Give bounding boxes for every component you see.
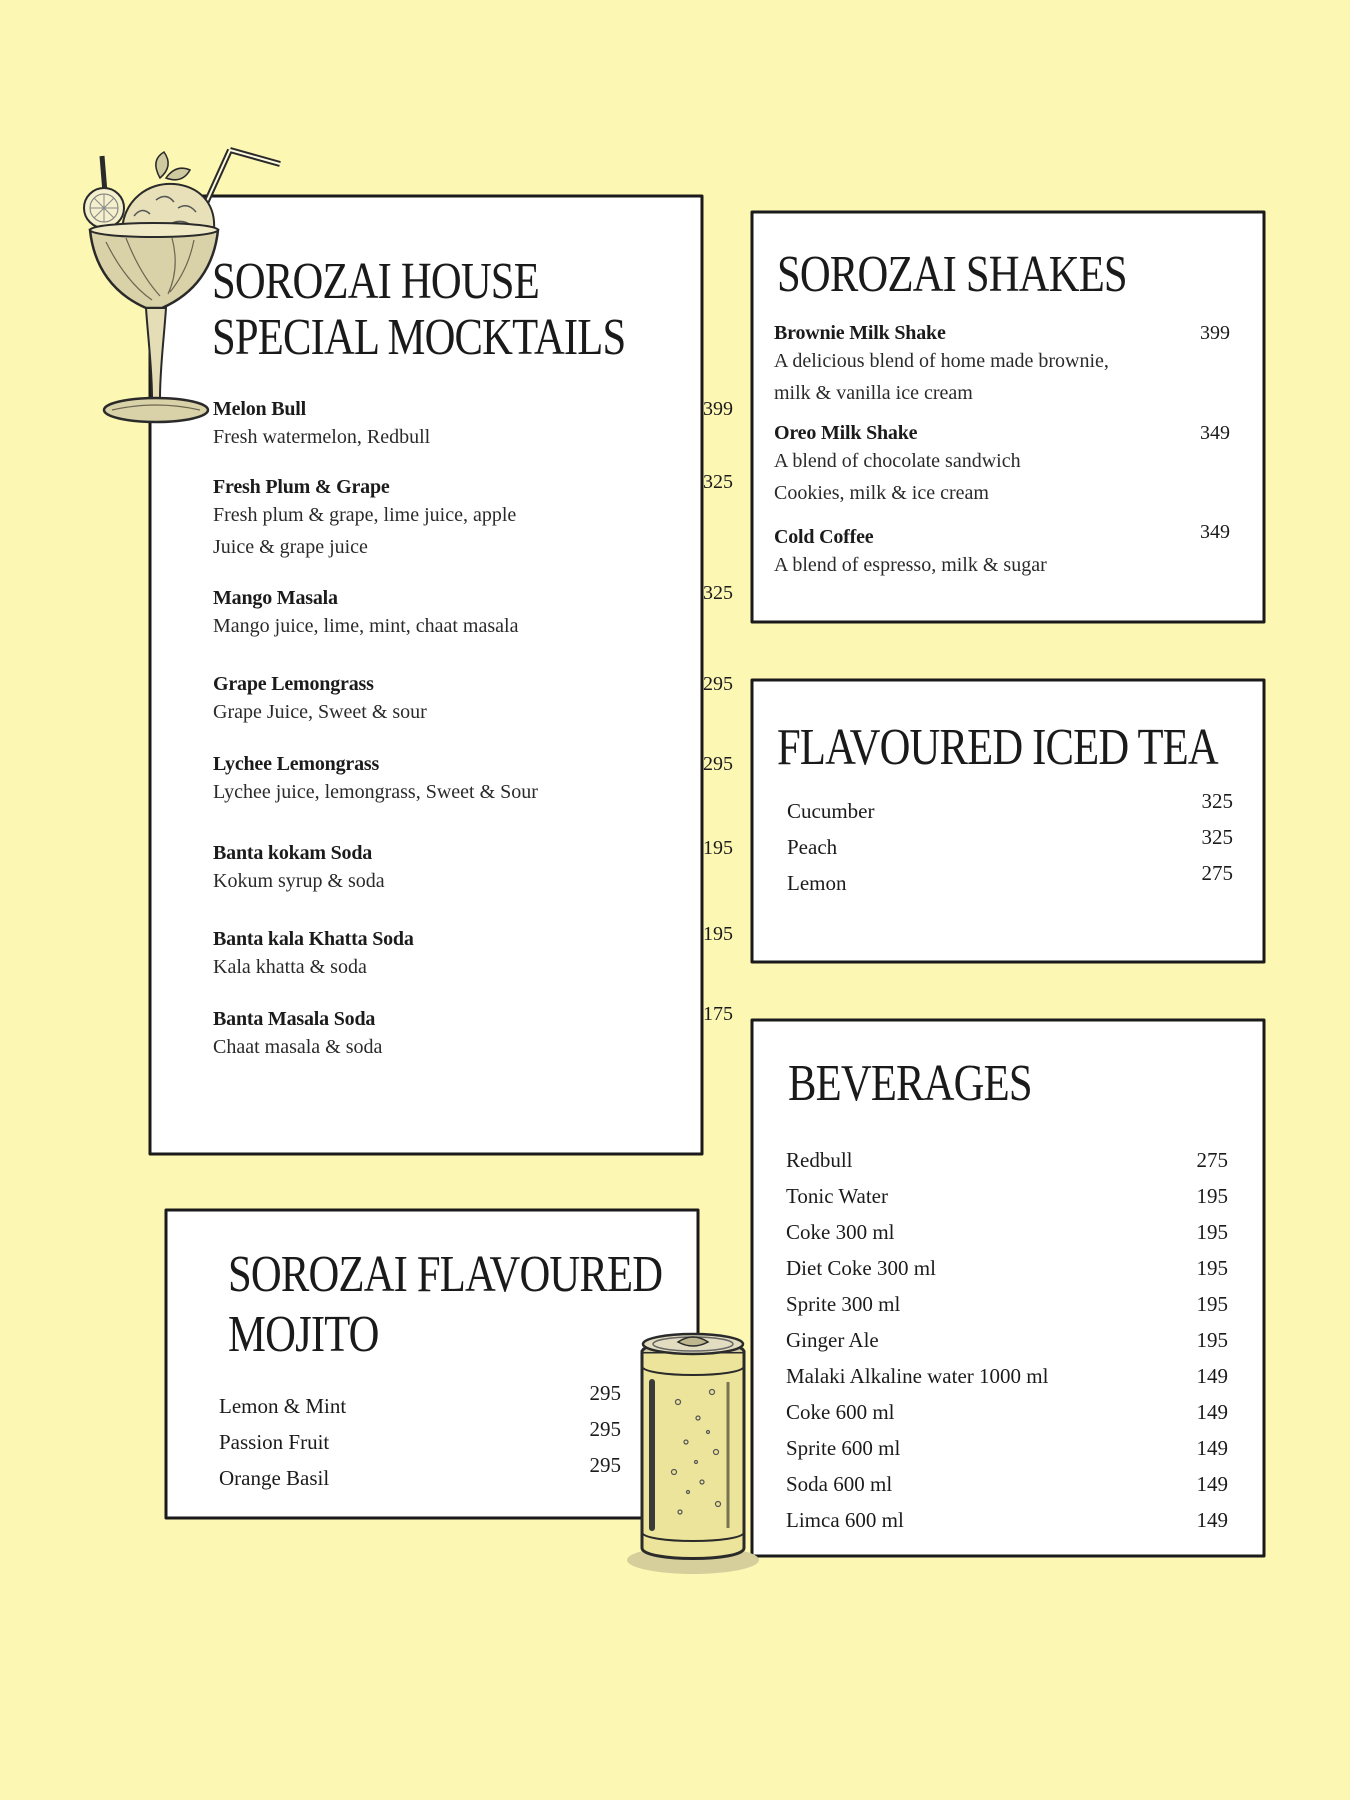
item-name: Passion Fruit xyxy=(219,1430,330,1454)
item-name: Cold Coffee xyxy=(774,526,874,548)
item-description: A delicious blend of home made brownie, xyxy=(774,350,1109,372)
shakes-title: SOROZAI SHAKES xyxy=(777,246,1127,303)
menu-item xyxy=(787,861,1233,901)
item-name: Soda 600 ml xyxy=(786,1472,893,1496)
item-price: 399 xyxy=(703,398,733,420)
item-price: 349 xyxy=(1200,521,1230,543)
menu-item xyxy=(786,1286,1228,1322)
item-price: 149 xyxy=(1196,1436,1228,1460)
item-description: Chaat masala & soda xyxy=(213,1036,383,1058)
menu-item xyxy=(774,422,1230,509)
item-name: Mango Masala xyxy=(213,587,338,609)
item-name: Cucumber xyxy=(787,799,875,823)
menu-item xyxy=(786,1394,1228,1430)
menu-item xyxy=(786,1178,1228,1214)
item-price: 295 xyxy=(589,1381,621,1405)
item-price: 295 xyxy=(589,1417,621,1441)
cocktail-glass-icon xyxy=(82,138,292,478)
item-name: Banta kala Khatta Soda xyxy=(213,928,414,950)
menu-item xyxy=(786,1466,1228,1502)
item-price: 325 xyxy=(703,582,733,604)
item-description: Grape Juice, Sweet & sour xyxy=(213,701,427,723)
item-name: Sprite 600 ml xyxy=(786,1436,901,1460)
item-name: Lychee Lemongrass xyxy=(213,753,380,775)
menu-item xyxy=(219,1417,621,1460)
menu-item xyxy=(213,753,733,808)
item-name: Peach xyxy=(787,835,838,859)
item-name: Orange Basil xyxy=(219,1466,330,1490)
item-price: 325 xyxy=(703,471,733,493)
item-price: 149 xyxy=(1196,1472,1228,1496)
item-price: 149 xyxy=(1196,1508,1228,1532)
item-name: Lemon xyxy=(787,871,847,895)
item-price: 175 xyxy=(703,1003,733,1025)
item-description: Juice & grape juice xyxy=(213,536,368,558)
item-description: Fresh watermelon, Redbull xyxy=(213,426,431,448)
item-name: Banta kokam Soda xyxy=(213,842,373,864)
menu-item xyxy=(786,1430,1228,1466)
item-price: 195 xyxy=(1196,1256,1228,1280)
menu-item xyxy=(787,789,1233,829)
menu-item xyxy=(213,582,733,642)
item-description: Lychee juice, lemongrass, Sweet & Sour xyxy=(213,781,538,803)
item-description: Kala khatta & soda xyxy=(213,956,367,978)
beverages-title: BEVERAGES xyxy=(788,1055,1032,1112)
item-price: 295 xyxy=(703,673,733,695)
item-price: 195 xyxy=(1196,1328,1228,1352)
item-price: 349 xyxy=(1200,422,1230,444)
item-description: A blend of espresso, milk & sugar xyxy=(774,554,1047,576)
menu-item xyxy=(213,837,733,897)
item-description: Cookies, milk & ice cream xyxy=(774,482,989,504)
item-name: Tonic Water xyxy=(786,1184,888,1208)
item-price: 149 xyxy=(1196,1400,1228,1424)
item-price: 275 xyxy=(1196,1148,1228,1172)
item-name: Redbull xyxy=(786,1148,853,1172)
menu-item xyxy=(786,1214,1228,1250)
item-name: Lemon & Mint xyxy=(219,1394,347,1418)
item-price: 325 xyxy=(1201,825,1233,849)
menu-item xyxy=(219,1381,621,1424)
item-name: Fresh Plum & Grape xyxy=(213,476,390,498)
menu-item xyxy=(786,1142,1228,1178)
iced-tea-title: FLAVOURED ICED TEA xyxy=(777,719,1218,776)
item-price: 195 xyxy=(703,923,733,945)
mojito-title: SOROZAI FLAVOURED MOJITO xyxy=(228,1246,663,1363)
item-name: Malaki Alkaline water 1000 ml xyxy=(786,1364,1049,1388)
menu-item xyxy=(786,1358,1228,1394)
item-price: 195 xyxy=(703,837,733,859)
menu-item xyxy=(774,521,1230,581)
menu-item xyxy=(786,1322,1228,1358)
item-price: 295 xyxy=(589,1453,621,1477)
item-name: Oreo Milk Shake xyxy=(774,422,918,444)
item-name: Sprite 300 ml xyxy=(786,1292,901,1316)
item-price: 195 xyxy=(1196,1184,1228,1208)
shakes-panel xyxy=(752,212,1264,622)
menu-item xyxy=(219,1453,621,1496)
item-name: Coke 300 ml xyxy=(786,1220,895,1244)
item-name: Coke 600 ml xyxy=(786,1400,895,1424)
item-name: Diet Coke 300 ml xyxy=(786,1256,936,1280)
item-price: 275 xyxy=(1201,861,1233,885)
item-price: 195 xyxy=(1196,1292,1228,1316)
item-price: 195 xyxy=(1196,1220,1228,1244)
beverages-panel xyxy=(752,1020,1264,1556)
item-description: A blend of chocolate sandwich xyxy=(774,450,1021,472)
item-name: Ginger Ale xyxy=(786,1328,879,1352)
item-name: Limca 600 ml xyxy=(786,1508,904,1532)
item-description: Fresh plum & grape, lime juice, apple xyxy=(213,504,517,526)
item-name: Melon Bull xyxy=(213,398,307,420)
menu-item xyxy=(786,1250,1228,1286)
item-name: Brownie Milk Shake xyxy=(774,322,946,344)
menu-item xyxy=(774,322,1230,409)
menu-item xyxy=(787,825,1233,865)
menu-item xyxy=(786,1502,1228,1538)
item-description: Mango juice, lime, mint, chaat masala xyxy=(213,615,519,637)
item-name: Grape Lemongrass xyxy=(213,673,374,695)
menu-item xyxy=(213,673,733,728)
soda-can-icon xyxy=(618,1322,768,1582)
iced-tea-panel xyxy=(752,680,1264,962)
menu-item xyxy=(213,471,733,563)
item-price: 325 xyxy=(1201,789,1233,813)
item-price: 399 xyxy=(1200,322,1230,344)
item-name: Banta Masala Soda xyxy=(213,1008,376,1030)
mocktails-title: SOROZAI HOUSE SPECIAL MOCKTAILS xyxy=(212,253,626,366)
menu-item xyxy=(213,923,733,983)
item-description: milk & vanilla ice cream xyxy=(774,382,973,404)
item-price: 149 xyxy=(1196,1364,1228,1388)
menu-item xyxy=(213,1003,733,1063)
item-description: Kokum syrup & soda xyxy=(213,870,385,892)
item-price: 295 xyxy=(703,753,733,775)
